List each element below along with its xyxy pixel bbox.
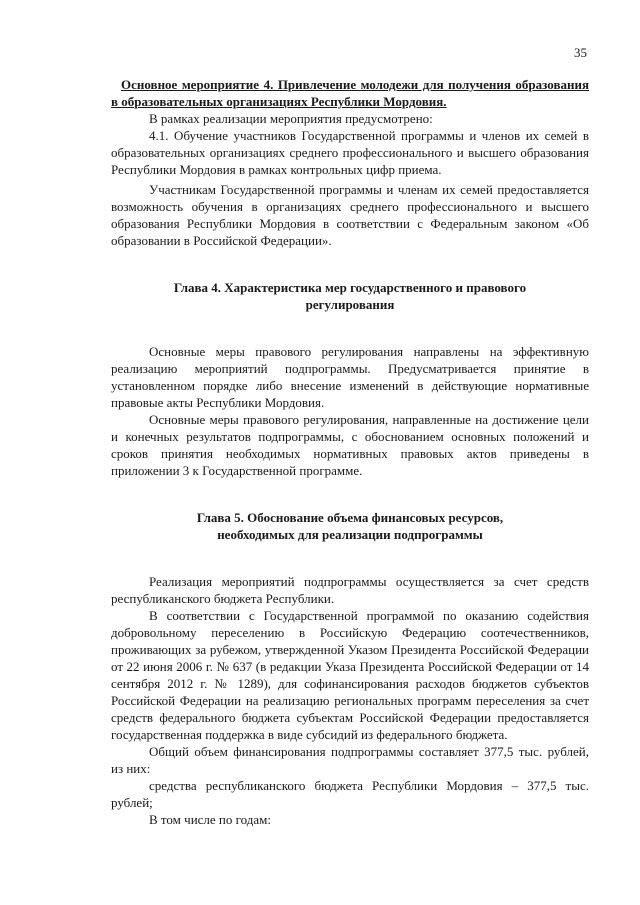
chapter-4-title-line-1: Глава 4. Характеристика мер государственного и правового	[173, 280, 527, 295]
chapter-5-title-line-1: Глава 5. Обоснование объема финансовых ресурсов,	[196, 510, 504, 525]
chapter-4-title-line-2: регулирования	[305, 297, 395, 312]
chapter-5-paragraph-4: средства республиканского бюджета Республики Мордовия – 377,5 тыс. рублей;	[111, 778, 589, 810]
intro-paragraph: В рамках реализации мероприятия предусмотрено:	[149, 111, 433, 126]
chapter-4-paragraph-2: Основные меры правового регулирования, направленные на достижение цели и конечных результатов подпрограммы, с обоснованием основных положений и сроков принятия необходимых нормативных правовых актов приведены в приложении 3 к Государственной программе.	[111, 412, 589, 478]
chapter-5-title-line-2: необходимых для реализации подпрограммы	[217, 527, 483, 542]
chapter-5-paragraph-5: В том числе по годам:	[149, 812, 271, 827]
chapter-5-paragraph-3: Общий объем финансирования подпрограммы составляет 377,5 тыс. рублей, из них:	[111, 744, 589, 776]
participants-paragraph: Участникам Государственной программы и членам их семей предоставляется возможность обучения в организациях среднего профессионального и высшего образования Республики Мордовия в соответствии с Федеральным законом «Об образовании в Российской Федерации».	[111, 182, 589, 248]
chapter-4-paragraph-1: Основные меры правового регулирования направлены на эффективную реализацию мероприятий подпрограммы. Предусматривается принятие в установленном порядке либо внесение изменений в действующие нормативные правовые акты Республики Мордовия.	[111, 344, 589, 410]
chapter-4-title	[111, 279, 589, 313]
document-body	[111, 76, 589, 828]
chapter-5-paragraph-2: В соответствии с Государственной программой по оказанию содействия добровольному переселению в Российскую Федерацию соотечественников, проживающих за рубежом, утвержденной Указом Президента Российской Федерации от 22 июня 2006 г. № 637 (в редакции Указа Президента Российской Федерации от 14 сентября 2012 г. № 1289), для софинансирования расходов бюджетов субъектов Российской Федерации на реализацию региональных программ переселения за счет средств федерального бюджета субъектам Российской Федерации предоставляется государственная поддержка в виде субсидий из федерального бюджета.	[111, 608, 589, 742]
chapter-5-paragraph-1: Реализация мероприятий подпрограммы осуществляется за счет средств республиканского бюджета Республики.	[111, 574, 589, 606]
item-4-1-paragraph: 4.1. Обучение участников Государственной программы и членов их семей в образовательных организациях среднего профессионального и высшего образования Республики Мордовия в рамках контрольных цифр приема.	[111, 128, 589, 177]
page-number: 35	[574, 45, 587, 60]
chapter-5-title	[111, 509, 589, 543]
main-event-heading: Основное мероприятие 4. Привлечение молодежи для получения образования в образовательных организациях Республики Мордовия.	[111, 77, 589, 109]
